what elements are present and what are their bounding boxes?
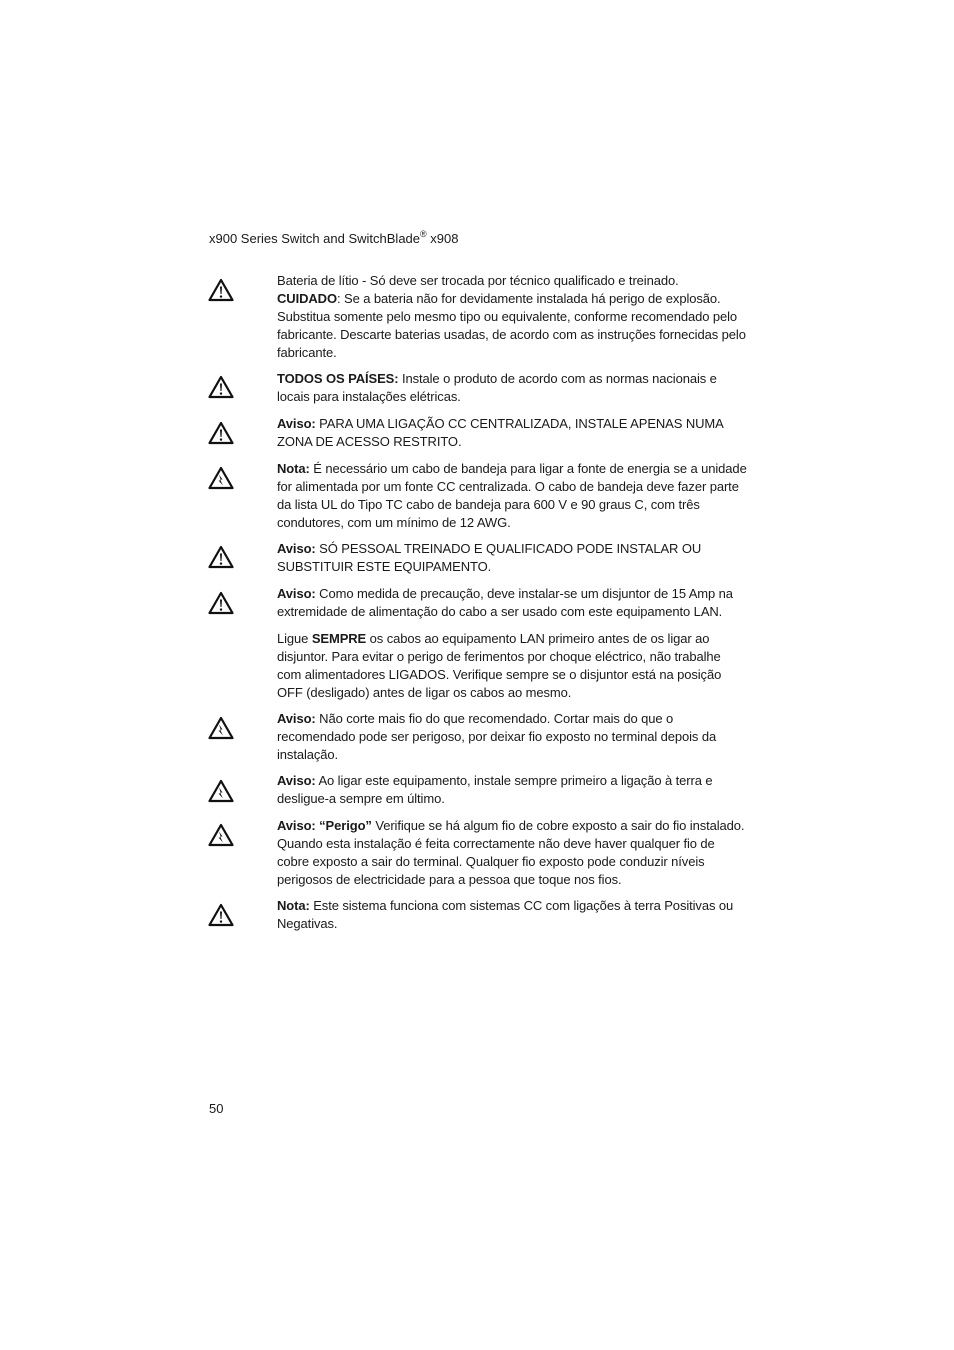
safety-notice bbox=[277, 897, 747, 933]
notice-text: Ligue bbox=[277, 631, 312, 646]
safety-notice bbox=[277, 585, 747, 621]
notice-label: Nota: bbox=[277, 898, 310, 913]
notice-label: Aviso: bbox=[277, 711, 316, 726]
page-number: 50 bbox=[209, 1101, 224, 1116]
notice-text: É necessário um cabo de bandeja para ligar a fonte de energia se a unidade for alimentada por um fonte CC centralizada. O cabo de bandeja deve fazer parte da lista UL do Tipo TC cabo de bandeja para 600 V e 90 graus C, com três condutores, com um mínimo de 12 AWG. bbox=[277, 461, 747, 530]
notice-label: CUIDADO bbox=[277, 290, 337, 306]
safety-notice bbox=[277, 710, 747, 764]
notice-text: : Se a bateria não for devidamente instalada há perigo de explosão. Substitua somente pelo mesmo tipo ou equivalente, conforme recomendado pelo fabricante. Descarte baterias usadas, de acordo com as instruções fornecidas pelo fabricante. bbox=[277, 290, 746, 360]
registered-mark: ® bbox=[420, 229, 427, 239]
notice-text: Verifique se há algum fio de cobre exposto a sair do fio instalado. Quando esta instalação é feita correctamente não deve haver qualquer fio de cobre exposto a sair do terminal. Qualquer fio exposto pode conduzir níveis perigosos de electricidade para a pessoa que toque nos fios. bbox=[277, 818, 745, 887]
notice-label: Aviso: bbox=[277, 586, 316, 601]
notice-text: PARA UMA LIGAÇÃO CC CENTRALIZADA, INSTALE APENAS NUMA ZONA DE ACESSO RESTRITO. bbox=[277, 416, 723, 449]
electrical-hazard-icon bbox=[208, 716, 234, 740]
electrical-hazard-icon bbox=[208, 466, 234, 490]
notice-text: Ao ligar este equipamento, instale sempre primeiro a ligação à terra e desligue-a sempre em último. bbox=[277, 773, 713, 806]
safety-notice bbox=[277, 370, 747, 406]
notice-label: SEMPRE bbox=[311, 631, 367, 646]
notice-text: Este sistema funciona com sistemas CC com ligações à terra Positivas ou Negativas. bbox=[277, 898, 734, 931]
safety-notice bbox=[277, 772, 747, 808]
warning-triangle-icon bbox=[208, 421, 234, 445]
notice-label: TODOS OS PAÍSES: bbox=[277, 371, 399, 386]
safety-notice bbox=[277, 540, 747, 576]
notice-label: Aviso: bbox=[277, 541, 316, 556]
notice-text: Bateria de lítio - Só deve ser trocada por técnico qualificado e treinado. bbox=[277, 273, 679, 288]
notice-text: Instale o produto de acordo com as normas nacionais e locais para instalações elétricas. bbox=[277, 371, 717, 404]
notice-label: Nota: bbox=[277, 461, 310, 476]
safety-notice bbox=[277, 415, 747, 451]
warning-triangle-icon bbox=[208, 375, 234, 399]
notice-text: SÓ PESSOAL TREINADO E QUALIFICADO PODE INSTALAR OU SUBSTITUIR ESTE EQUIPAMENTO. bbox=[277, 541, 702, 574]
notice-label: Aviso: bbox=[277, 416, 316, 431]
header-title: x900 Series Switch and SwitchBlade bbox=[209, 231, 421, 246]
warning-triangle-icon bbox=[208, 591, 234, 615]
safety-notice bbox=[277, 460, 747, 532]
notice-label: Aviso: bbox=[277, 773, 316, 788]
running-header bbox=[209, 230, 458, 248]
notice-text: Como medida de precaução, deve instalar-se um disjuntor de 15 Amp na extremidade de alimentação do cabo a ser usado com este equipamento LAN. bbox=[277, 586, 733, 619]
safety-notice bbox=[277, 630, 747, 702]
notice-label: Aviso: “Perigo” bbox=[277, 818, 372, 833]
safety-notice bbox=[277, 817, 747, 889]
header-model: x908 bbox=[426, 231, 459, 246]
warning-triangle-icon bbox=[208, 278, 234, 302]
warning-triangle-icon bbox=[208, 903, 234, 927]
safety-notice bbox=[277, 272, 747, 362]
notice-text: os cabos ao equipamento LAN primeiro antes de os ligar ao disjuntor. Para evitar o perigo de ferimentos por choque eléctrico, não trabalhe com alimentadores LIGADOS. Verifique sempre se o disjuntor está na posição OFF (desligado) antes de ligar os cabos ao mesmo. bbox=[277, 631, 722, 700]
notice-text: Não corte mais fio do que recomendado. Cortar mais do que o recomendado pode ser perigoso, por deixar fio exposto no terminal depois da instalação. bbox=[277, 711, 717, 762]
electrical-hazard-icon bbox=[208, 779, 234, 803]
warning-triangle-icon bbox=[208, 545, 234, 569]
electrical-hazard-icon bbox=[208, 823, 234, 847]
